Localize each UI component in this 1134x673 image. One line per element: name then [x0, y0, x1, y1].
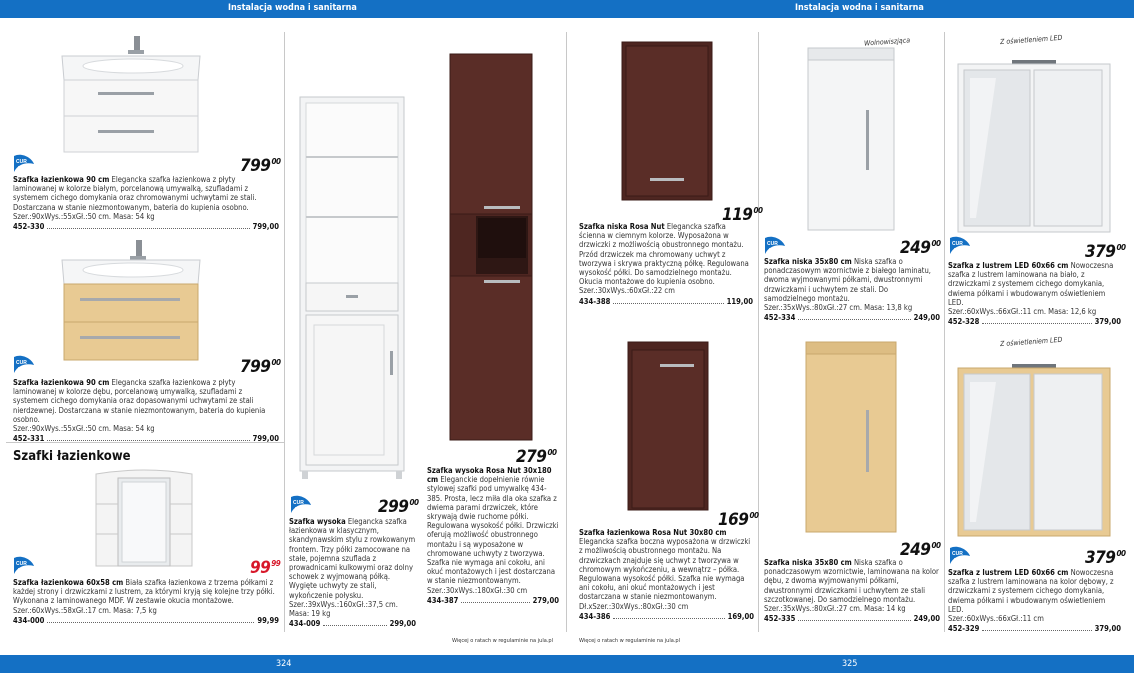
product-price-line: 169,00 — [727, 611, 754, 621]
white-vanity-image — [58, 32, 204, 154]
product-dimensions: Szer.:90xWys.:55xGł.:50 cm. Masa: 54 kg — [13, 211, 155, 221]
bottom-bar — [0, 655, 1134, 673]
product-description: Biała szafka łazienkowa z trzema półkami z każdej strony i drzwiczkami z lustrem, za którymi kryją się kolejne trzy półki. Wykonana z laminowanego MDF. W zestawie okucia montażowe. — [13, 578, 275, 606]
price-tag: $249^{00}$ — [900, 238, 941, 258]
price-tag: $299^{00}$ — [378, 497, 419, 517]
product-price-line: 119,00 — [726, 296, 753, 306]
product-block — [764, 257, 940, 322]
svg-text:AQUA: AQUA — [768, 248, 783, 254]
product-dimensions: Szer.:60xWys.:66xGł.:11 cm. Masa: 12,6 kg — [948, 307, 1097, 317]
column-divider — [284, 32, 285, 632]
top-bar — [0, 0, 1134, 18]
product-code: 452-330 — [13, 222, 45, 232]
price-tag: $279^{00}$ — [516, 447, 557, 467]
product-dimensions: Szer.:30xWys.:60xGł.:22 cm — [579, 286, 675, 296]
product-price-line: 299,00 — [389, 619, 416, 629]
tall-walnut-cabinet-image — [446, 50, 536, 445]
product-code: 434-388 — [579, 296, 611, 306]
product-description: Niska szafka o ponadczasowym wzornictwie, laminowana na kolor dębu, z dwoma wyjmowanymi półkami, dwustronnymi drzwiczkami i uchwytem ze stali szczotkowanej. Do samodzielnego montażu. — [764, 558, 939, 604]
price-tag: $99^{99}$ — [250, 558, 281, 578]
installments-note: Więcej o ratach w regulaminie na jula.pl — [579, 638, 680, 644]
svg-text:AQUA: AQUA — [17, 367, 32, 373]
product-price-line: 379,00 — [1094, 317, 1121, 327]
product-dimensions: Szer.:90xWys.:55xGł.:50 cm. Masa: 54 kg — [13, 424, 155, 434]
oak-low-cabinet-image — [804, 340, 898, 534]
tall-white-cabinet-image — [296, 95, 408, 480]
price-tag: $379^{00}$ — [1085, 548, 1126, 568]
curaqua-logo-icon — [12, 355, 36, 375]
header-left-title: Instalacja wodna i sanitarna — [228, 3, 357, 13]
wall-mounted-note: Wolnowiszjąca — [863, 36, 911, 48]
product-title: Szafka łazienkowa 90 cm — [13, 175, 110, 184]
curaqua-logo-icon — [12, 556, 36, 576]
white-low-cabinet-image — [806, 46, 896, 232]
product-block — [579, 528, 754, 621]
curaqua-logo-icon — [948, 546, 972, 566]
product-dimensions: Szer.:39xWys.:160xGł.:37,5 cm. Masa: 19 kg — [289, 599, 398, 619]
product-code: 434-009 — [289, 619, 321, 629]
header-right-title: Instalacja wodna i sanitarna — [795, 3, 924, 13]
product-dimensions: Szer.:60xWys.:58xGł.:17 cm. Masa: 7,5 kg — [13, 605, 157, 615]
svg-text:CUR: CUR — [293, 500, 304, 506]
svg-text:AQUA: AQUA — [17, 166, 32, 172]
price-tag: $379^{00}$ — [1085, 242, 1126, 262]
product-title: Szafka wysoka Rosa Nut 30x180 cm — [427, 466, 552, 485]
product-code: 452-331 — [13, 434, 45, 444]
product-code: 434-000 — [13, 615, 45, 625]
product-title: Szafka łazienkowa 90 cm — [13, 378, 110, 387]
curaqua-logo-icon — [289, 495, 313, 515]
product-title: Szafka łazienkowa 60x58 cm — [13, 578, 124, 587]
product-block — [764, 558, 940, 623]
walnut-side-cabinet-image — [626, 340, 710, 512]
product-code: 434-386 — [579, 611, 611, 621]
product-code: 452-335 — [764, 614, 796, 624]
product-dimensions: Szer.:35xWys.:80xGł.:27 cm. Masa: 13,8 kg — [764, 303, 913, 313]
price-tag: $119^{00}$ — [722, 205, 763, 225]
product-description: Nowoczesna szafka z lustrem laminowana na kolor dębowy, z drzwiczkami z systemem cichego domykania, dwiema półkami i wbudowanym oświetleniem LED. — [948, 568, 1114, 614]
product-dimensions: Szer.:60xWys.:66xGł.:11 cm — [948, 614, 1044, 624]
svg-text:AQUA: AQUA — [294, 507, 309, 513]
product-block — [579, 222, 753, 306]
product-dimensions: Dł.xSzer.:30xWys.:80xGł.:30 cm — [579, 601, 689, 611]
product-block — [948, 568, 1121, 633]
svg-text:CUR: CUR — [16, 159, 27, 165]
product-block — [289, 517, 416, 628]
product-block — [13, 175, 279, 231]
curaqua-logo-icon — [12, 154, 36, 174]
product-code: 452-329 — [948, 624, 980, 634]
installments-note: Więcej o ratach w regulaminie na jula.pl — [452, 638, 553, 644]
product-title: Szafka niska 35x80 cm — [764, 558, 852, 567]
svg-text:CUR: CUR — [952, 551, 963, 557]
section-title: Szafki łazienkowe — [13, 449, 131, 464]
oak-mirror-cabinet-image — [956, 362, 1112, 538]
curaqua-logo-icon — [763, 236, 787, 256]
price-tag: $799^{00}$ — [240, 156, 281, 176]
product-description: Nowoczesna szafka z lustrem laminowana na biało, z drzwiczkami z systemem cichego domykania, dwiema półkami i wbudowanym oświetleniem LED. — [948, 261, 1114, 307]
svg-text:AQUA: AQUA — [953, 558, 968, 564]
led-note: Z oświetleniem LED — [999, 33, 1063, 47]
product-dimensions: Szer.:35xWys.:80xGł.:27 cm. Masa: 14 kg — [764, 604, 906, 614]
product-price-line: 279,00 — [532, 595, 559, 605]
product-block — [427, 466, 559, 605]
price-tag: $799^{00}$ — [240, 357, 281, 377]
svg-text:CUR: CUR — [16, 360, 27, 366]
product-description: Niska szafka o ponadczasowym wzornictwie z białego laminatu, dwoma wyjmowanymi półkami, dwustronnymi drzwiczkami i uchwytem ze stali. Do samodzielnego montażu. — [764, 257, 931, 303]
product-price-line: 249,00 — [913, 313, 940, 323]
product-description: Elegancka szafka łazienkowa z płyty laminowanej w kolorze dębu, porcelanową umywalką, szufladami z systemem cichego domykania oraz dopasowanymi uchwytami ze stali nierdzewnej. Dostarczana w stanie niezmontowanym, bateria do kupienia osobno. — [13, 378, 266, 424]
led-note: Z oświetleniem LED — [999, 335, 1063, 349]
product-description: Elegancka szafka łazienkowa w klasycznym, skandynawskim stylu z rowkowanym frontem. Trzy półki zamocowane na stałe, pojemna szuflada z prowadnicami kulkowymi oraz dolny schowek z wyjmowaną półką. Wygięte uchwyty ze stali, wykończenie połysku. — [289, 517, 416, 600]
mirror-wall-cabinet-image — [92, 468, 196, 572]
curaqua-logo-icon — [948, 236, 972, 256]
product-block — [948, 261, 1121, 326]
page-gutter — [566, 32, 567, 632]
price-tag: $169^{00}$ — [718, 510, 759, 530]
page-number-right: 325 — [842, 659, 858, 669]
svg-text:AQUA: AQUA — [17, 568, 32, 574]
product-title: Szafka z lustrem LED 60x66 cm — [948, 568, 1069, 577]
product-description: Elegancka szafka ścienna w ciemnym kolorze. Wyposażona w drzwiczki z możliwością obustronnego montażu. Przód drzwiczek ma chromowany uchwyt z tworzywa i skrywa praktyczną półkę. Regulowana wysokość półki. Do samodzielnego montażu. Okucia montażowe do kupienia osobno. — [579, 222, 749, 287]
product-dimensions: Szer.:30xWys.:180xGł.:30 cm — [427, 585, 528, 595]
white-mirror-cabinet-image — [956, 58, 1112, 234]
product-price-line: 379,00 — [1094, 624, 1121, 634]
product-title: Szafka niska Rosa Nut — [579, 222, 665, 231]
column-divider — [944, 32, 945, 632]
product-title: Szafka wysoka — [289, 517, 346, 526]
product-description: Elegancka szafka łazienkowa z płyty laminowanej w kolorze białym, porcelanową umywalką, szufladami z systemem cichego domykania oraz chromowanymi uchwytami ze stali. Dostarczana w stanie niezmontowanym, bateria do kupienia osobno. — [13, 175, 257, 212]
svg-text:CUR: CUR — [16, 561, 27, 567]
product-code: 452-334 — [764, 313, 796, 323]
oak-vanity-image — [58, 238, 204, 362]
page-number-left: 324 — [276, 659, 292, 669]
column-divider — [758, 32, 759, 632]
product-title: Szafka niska 35x80 cm — [764, 257, 852, 266]
product-description: Elegancka szafka boczna wyposażona w drzwiczki z możliwością obustronnego montażu. Na drzwiczkach znajduje się uchwyt z tworzywa w chromowym wykończeniu, a wewnątrz – półka. Regulowana wysokość półki. Szafka nie wymaga ani cokołu, ani okuć montażowych i jest dostarczana w stanie niezmontowanym. — [579, 537, 751, 602]
product-code: 434-387 — [427, 595, 459, 605]
walnut-wall-cabinet-image — [620, 40, 714, 202]
product-code: 452-328 — [948, 317, 980, 327]
product-price-line: 799,00 — [252, 434, 279, 444]
product-title: Szafka z lustrem LED 60x66 cm — [948, 261, 1069, 270]
svg-text:AQUA: AQUA — [953, 248, 968, 254]
product-description: Eleganckie dopełnienie równie stylowej szafki pod umywalkę 434-385. Prosta, lecz miła dla oka szafka z dwiema parami drzwiczek, które skrywają dwie ruchome półki. Regulowana wysokość półki. Drzwiczki oferują możliwość obustronnego montażu i są wyposażone w chromowane uchwyty z tworzywa. Szafka nie wymaga ani cokołu, ani okuć montażowych i jest dostarczana w stanie niezmontowanym. — [427, 475, 559, 586]
product-price-line: 249,00 — [913, 614, 940, 624]
product-block — [13, 578, 279, 625]
product-price-line: 799,00 — [252, 222, 279, 232]
svg-text:CUR: CUR — [952, 241, 963, 247]
price-tag: $249^{00}$ — [900, 540, 941, 560]
product-block — [13, 378, 279, 443]
product-title: Szafka łazienkowa Rosa Nut 30x80 cm — [579, 528, 727, 537]
product-price-line: 99,99 — [257, 615, 279, 625]
svg-text:CUR: CUR — [767, 241, 778, 247]
